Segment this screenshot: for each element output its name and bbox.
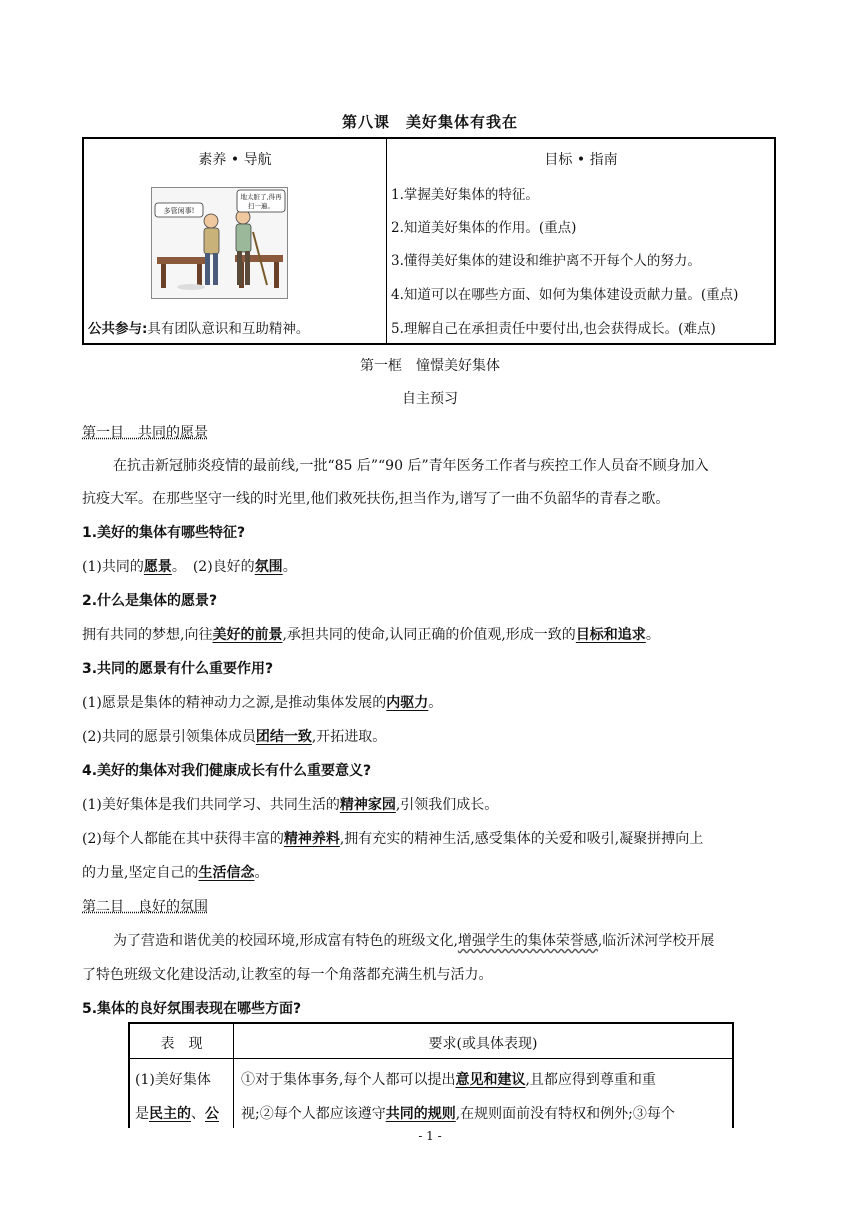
para2-line1: 为了营造和谐优美的校园环境,形成富有特色的班级文化,增强学生的集体荣誉感,临沂沭河学校开展 xyxy=(113,933,715,949)
question-2: 2.什么是集体的愿景? xyxy=(82,593,218,609)
answer-4-3: 的力量,坚定自己的生活信念。 xyxy=(82,865,269,881)
answer-4-2: (2)每个人都能在其中获得丰富的精神养料,拥有充实的精神生活,感受集体的关爱和吸引,凝聚拼搏向上 xyxy=(82,831,704,847)
goal-item: 3.懂得美好集体的建设和维护离不开每个人的努力。 xyxy=(391,253,701,269)
goal-item: 2.知道美好集体的作用。(重点) xyxy=(391,220,577,236)
table-divider xyxy=(386,139,387,343)
goal-item: 4.知道可以在哪些方面、如何为集体建设贡献力量。(重点) xyxy=(391,287,739,303)
table-cell-performance: (1)美好集体 xyxy=(135,1072,211,1088)
objectives-table xyxy=(82,137,776,345)
intro-paragraph-line1: 在抗击新冠肺炎疫情的最前线,一批“85 后”“90 后”青年医务工作者与疾控工作人员奋不顾身加入 xyxy=(113,458,709,474)
goals-header: 目标 • 指南 xyxy=(544,152,618,168)
answer-1: (1)共同的愿景。 (2)良好的氛围。 xyxy=(82,559,297,575)
preview-heading: 自主预习 xyxy=(402,391,458,407)
section-heading-1: 第一目 共同的愿景 xyxy=(82,425,208,441)
para2-line2: 了特色班级文化建设活动,让教室的每一个角落都充满生机与活力。 xyxy=(82,967,493,983)
question-4: 4.美好的集体对我们健康成长有什么重要意义? xyxy=(82,763,372,779)
cartoon-bubble-right-2: 扫一遍。 xyxy=(248,202,274,210)
subtitle: 第一框 憧憬美好集体 xyxy=(360,358,500,374)
page-number: - 1 - xyxy=(418,1129,442,1143)
question-5: 5.集体的良好氛围表现在哪些方面? xyxy=(82,1001,302,1017)
table-header-performance: 表 现 xyxy=(160,1036,203,1052)
table-row-divider xyxy=(130,1058,732,1059)
lesson-title: 第八课 美好集体有我在 xyxy=(341,113,518,131)
intro-paragraph-line2: 抗疫大军。在那些坚守一线的时光里,他们救死扶伤,担当作为,谱写了一曲不负韶华的青春之歌。 xyxy=(82,491,670,507)
public-text: 具有团队意识和互助精神。 xyxy=(147,321,310,337)
question-1: 1.美好的集体有哪些特征? xyxy=(82,525,246,541)
cartoon-illustration xyxy=(151,187,288,299)
table-cell-requirement-2: 视;②每个人都应该遵守共同的规则,在规则面前没有特权和例外;③每个 xyxy=(241,1106,675,1122)
answer-2: 拥有共同的梦想,向往美好的前景,承担共同的使命,认同正确的价值观,形成一致的目标和追求。 xyxy=(82,627,660,643)
public-label: 公共参与: xyxy=(88,321,148,337)
section-heading-2: 第二目 良好的氛围 xyxy=(82,899,208,915)
answer-3-1: (1)愿景是集体的精神动力之源,是推动集体发展的内驱力。 xyxy=(82,695,443,711)
literacy-header: 素养 • 导航 xyxy=(198,152,272,168)
table-cell-requirement-1: ①对于集体事务,每个人都可以提出意见和建议,且都应得到尊重和重 xyxy=(241,1072,656,1088)
goal-item: 5.理解自己在承担责任中要付出,也会获得成长。(难点) xyxy=(391,321,716,337)
table-cell-performance-2: 是民主的、公 xyxy=(135,1106,219,1122)
question-3: 3.共同的愿景有什么重要作用? xyxy=(82,661,274,677)
answer-4-1: (1)美好集体是我们共同学习、共同生活的精神家园,引领我们成长。 xyxy=(82,797,499,813)
cartoon-bubble-right-1: 地太脏了,得再 xyxy=(240,193,282,201)
goal-item: 1.掌握美好集体的特征。 xyxy=(391,187,539,203)
cartoon-bubble-left: 多管闲事! xyxy=(163,207,195,215)
atmosphere-table xyxy=(128,1022,734,1128)
public-participation xyxy=(88,317,309,337)
answer-3-2: (2)共同的愿景引领集体成员团结一致,开拓进取。 xyxy=(82,729,387,745)
table-header-requirements: 要求(或具体表现) xyxy=(428,1036,538,1052)
